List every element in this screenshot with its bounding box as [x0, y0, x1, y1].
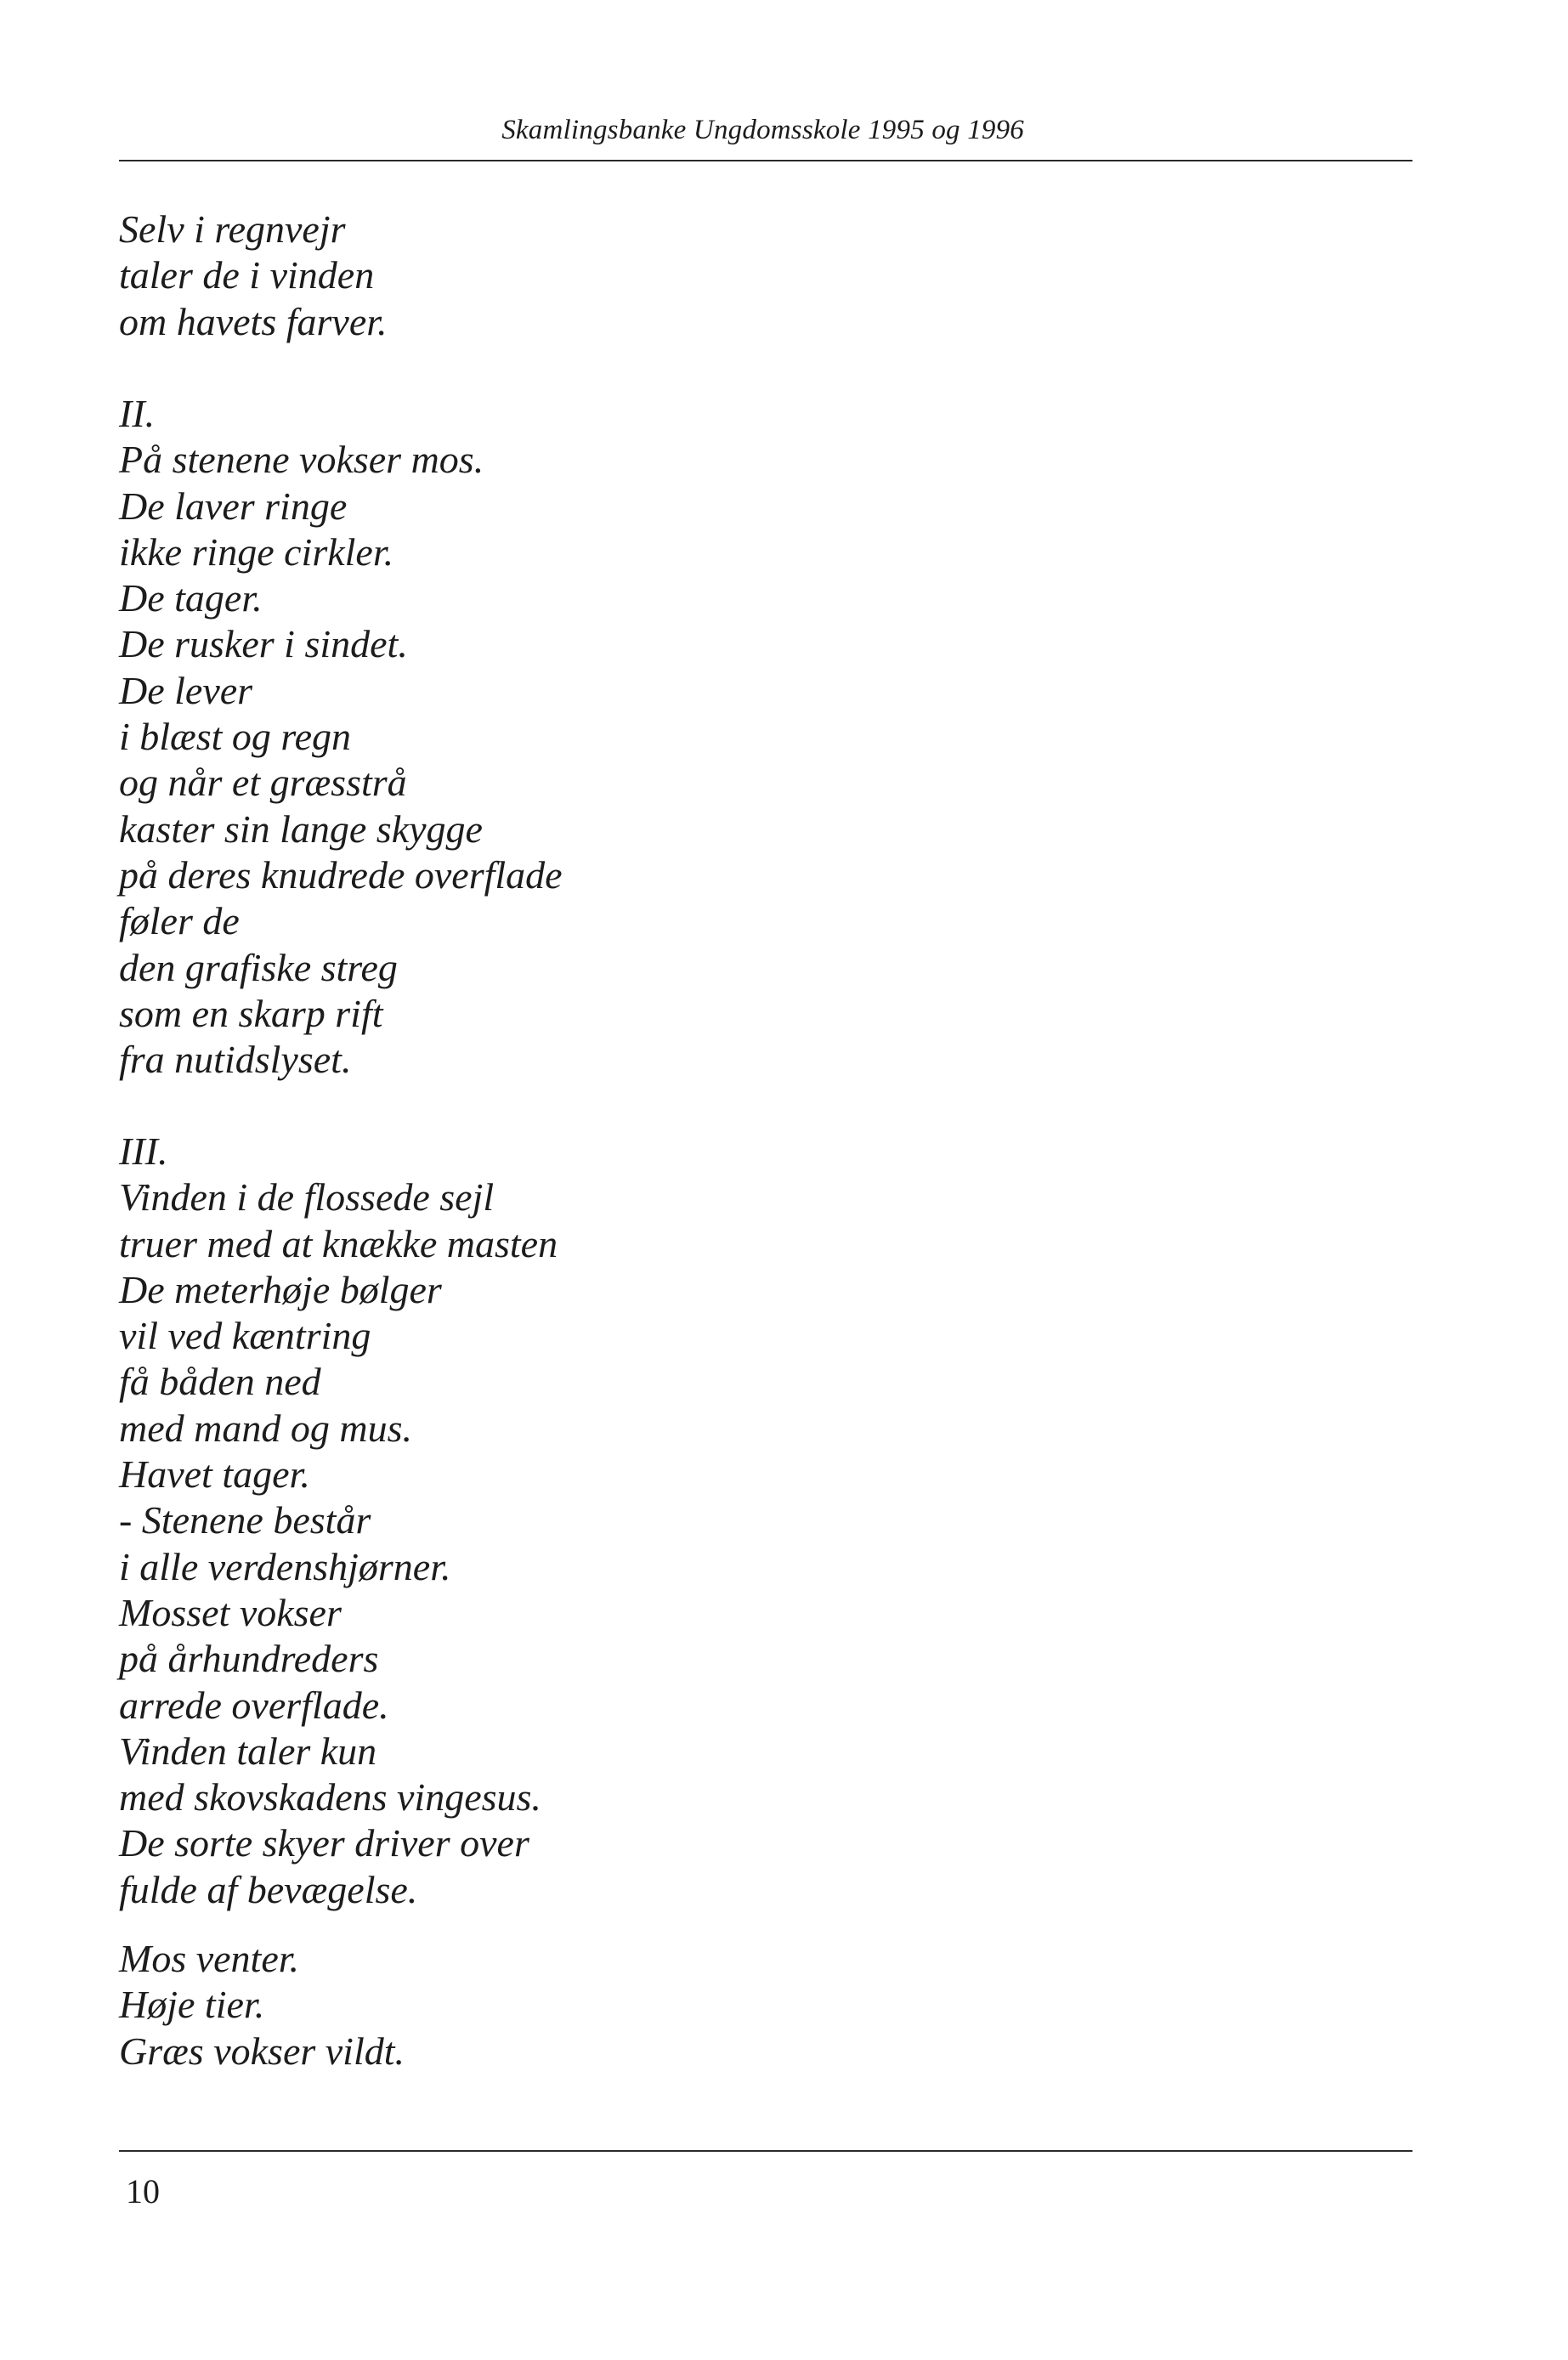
poem-line: vil ved kæntring [119, 1314, 371, 1358]
poem-part-3 [119, 1129, 558, 1913]
poem-line: De tager. [119, 576, 263, 620]
poem-line: Mosset vokser [119, 1590, 342, 1634]
section-numeral: III. [119, 1129, 168, 1173]
poem-line: fulde af bevægelse. [119, 1867, 418, 1911]
poem-line: og når et græsstrå [119, 761, 407, 805]
poem-line: kaster sin lange skygge [119, 806, 483, 851]
footer-rule [119, 2150, 1412, 2152]
poem-line: De rusker i sindet. [119, 622, 408, 666]
poem-line: i blæst og regn [119, 715, 352, 759]
poem-line: - Stenene består [119, 1498, 371, 1542]
poem-line: truer med at knække masten [119, 1221, 558, 1265]
poem-line: den grafiske streg [119, 945, 398, 989]
poem-line: som en skarp rift [119, 991, 383, 1035]
poem-line: Høje tier. [119, 1983, 265, 2027]
poem-line: på deres knudrede overflade [119, 852, 563, 897]
poem-line: om havets farver. [119, 299, 388, 343]
poem-part-2 [119, 391, 563, 1083]
poem-line: føler de [119, 899, 240, 943]
poem-line: få båden ned [119, 1360, 321, 1404]
poem-line: Mos venter. [119, 1937, 300, 1980]
poem-closing-stanza [119, 1936, 405, 2074]
running-header: Skamlingsbanke Ungdomsskole 1995 og 1996 [501, 115, 1024, 145]
poem-stanza-1 [119, 207, 388, 345]
poem-line: På stenene vokser mos. [119, 438, 484, 482]
poem-line: De sorte skyer driver over [119, 1821, 529, 1865]
poem-line: De laver ringe [119, 484, 348, 528]
poem-line: Vinden taler kun [119, 1729, 377, 1773]
poem-line: De meterhøje bølger [119, 1267, 442, 1311]
poem-line: i alle verdenshjørner. [119, 1544, 451, 1588]
poem-line: Selv i regnvejr [119, 207, 346, 251]
poem-line: ikke ringe cirkler. [119, 529, 394, 574]
poem-line: Havet tager. [119, 1452, 310, 1497]
poem-line: arrede overflade. [119, 1683, 389, 1727]
poem-line: med mand og mus. [119, 1406, 412, 1450]
poem-line: Vinden i de flossede sejl [119, 1175, 495, 1220]
section-numeral: II. [119, 392, 156, 435]
poem-line: Græs vokser vildt. [119, 2029, 405, 2073]
poem-line: fra nutidslyset. [119, 1038, 352, 1082]
poem-line: De lever [119, 668, 253, 712]
poem-line: med skovskadens vingesus. [119, 1775, 541, 1820]
header-rule [119, 160, 1412, 161]
poem-line: på århundreders [119, 1637, 379, 1681]
poem-line: taler de i vinden [119, 253, 375, 297]
page-number: 10 [126, 2172, 160, 2210]
